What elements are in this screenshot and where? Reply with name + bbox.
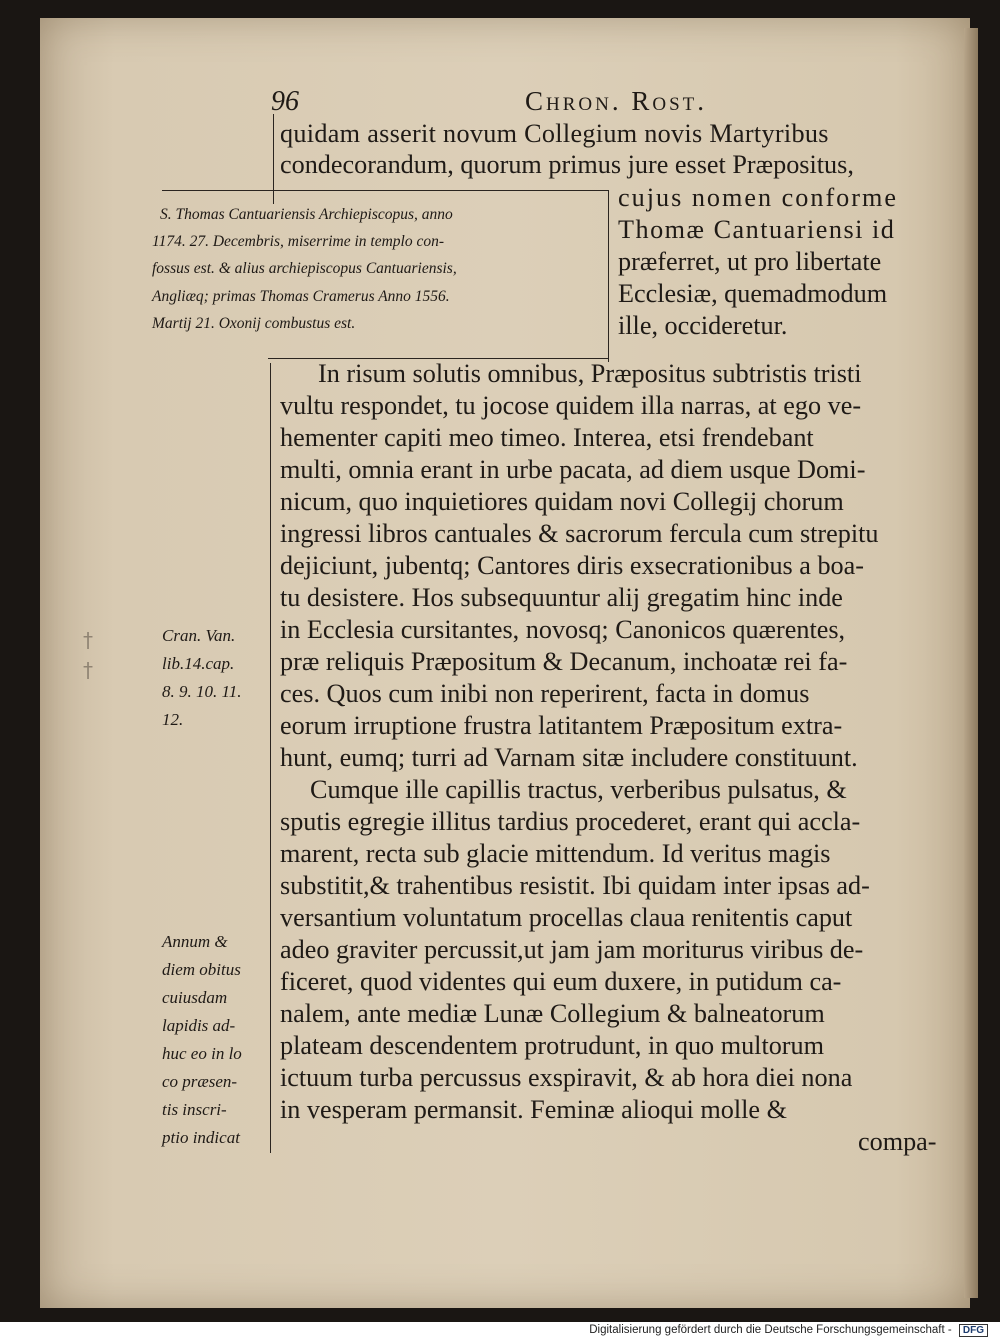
body-line: tu desistere. Hos subsequuntur alij gregatim hinc inde <box>280 583 843 612</box>
body-line: In risum solutis omnibus, Præpositus subtristis tristi <box>318 359 862 388</box>
body-line: vultu respondet, tu jocose quidem illa narras, at ego ve- <box>280 391 862 420</box>
body-line: ces. Quos cum inibi non reperirent, facta in domus <box>280 679 810 708</box>
running-title: Chron. Rost. <box>525 86 707 116</box>
book-page <box>40 18 970 1308</box>
footnote-line: S. Thomas Cantuariensis Archiepiscopus, anno <box>160 206 453 223</box>
margin-note-line: lib.14.cap. <box>162 654 235 673</box>
margin-note-line: co præsen- <box>162 1072 238 1091</box>
body-line: ingressi libros cantuales & sacrorum fercula cum strepitu <box>280 519 879 548</box>
margin-note-line: cuiusdam <box>162 988 228 1007</box>
show-through-mark: † <box>82 628 95 652</box>
body-line: præ reliquis Præpositum & Decanum, inchoatæ rei fa- <box>280 647 848 676</box>
footnote-line: 1174. 27. Decembris, miserrime in templo con- <box>152 233 445 250</box>
running-head <box>265 86 995 122</box>
body-line: præferret, ut pro libertate <box>618 247 882 276</box>
margin-note-line: Cran. Van. <box>162 626 236 645</box>
footnote-rule-right <box>608 190 609 362</box>
body-line: plateam descendentem protrudunt, in quo multorum <box>280 1031 824 1060</box>
body-line: marent, recta sub glacie mittendum. Id veritus magis <box>280 839 831 868</box>
body-line: cujus nomen conforme <box>618 183 898 212</box>
body-line: nicum, quo inquietiores quidam novi Collegij chorum <box>280 487 844 516</box>
margin-note-line: Annum & <box>162 932 228 951</box>
body-line: substitit,& trahentibus resistit. Ibi quidam inter ipsas ad- <box>280 871 870 900</box>
body-line: hementer capiti meo timeo. Interea, etsi frendebant <box>280 423 814 452</box>
body-line: quidam asserit novum Collegium novis Martyribus <box>280 119 829 148</box>
footnote-line: Angliæq; primas Thomas Cramerus Anno 1556. <box>152 288 450 305</box>
margin-note-line: 8. 9. 10. 11. <box>162 682 242 701</box>
body-line: in Ecclesia cursitantes, novosq; Canonicos quærentes, <box>280 615 846 644</box>
body-line: ficeret, quod videntes qui eum duxere, in putidum ca- <box>280 967 842 996</box>
body-line: Ecclesiæ, quemadmodum <box>618 279 888 308</box>
body-line: hunt, eumq; turri ad Varnam sitæ includere constituunt. <box>280 743 858 772</box>
body-line: Cumque ille capillis tractus, verberibus pulsatus, & <box>310 775 847 804</box>
body-line: adeo graviter percussit,ut jam jam moriturus viribus de- <box>280 935 864 964</box>
footnote-rule-top <box>162 190 608 191</box>
digitization-credit <box>589 1324 988 1337</box>
margin-note-line: ptio indicat <box>162 1128 240 1147</box>
body-line: in vesperam permansit. Feminæ alioqui molle & <box>280 1095 787 1124</box>
body-line: ille, occideretur. <box>618 311 788 340</box>
body-line: eorum irruptione frustra latitantem Præpositum extra- <box>280 711 843 740</box>
body-line: condecorandum, quorum primus jure esset Præpositus, <box>280 150 854 179</box>
margin-note-line: lapidis ad- <box>162 1016 236 1035</box>
body-line: ictuum turba percussus exspiravit, & ab hora diei nona <box>280 1063 853 1092</box>
margin-note-line: tis inscri- <box>162 1100 227 1119</box>
body-line: Thomæ Cantuariensi id <box>618 215 896 244</box>
margin-note-line: huc eo in lo <box>162 1044 242 1063</box>
show-through-mark: † <box>82 658 95 682</box>
page-number: 96 <box>271 86 299 117</box>
column-rule-main <box>270 363 271 1153</box>
footnote-line: Martij 21. Oxonij combustus est. <box>152 315 356 332</box>
body-line: dejiciunt, jubentq; Cantores diris exsecrationibus a boa- <box>280 551 864 580</box>
body-line: versantium voluntatum procellas claua renitentis caput <box>280 903 853 932</box>
body-line: nalem, ante mediæ Lunæ Collegium & balneatorum <box>280 999 825 1028</box>
body-line: sputis egregie illitus tardius procederet, erant qui accla- <box>280 807 861 836</box>
body-line: multi, omnia erant in urbe pacata, ad diem usque Domi- <box>280 455 866 484</box>
credit-text: Digitalisierung gefördert durch die Deutsche Forschungsgemeinschaft - <box>589 1324 952 1336</box>
dfg-logo: DFG <box>959 1324 988 1337</box>
margin-note-line: 12. <box>162 710 184 729</box>
page-edge <box>964 28 978 1298</box>
footnote-line: fossus est. & alius archiepiscopus Cantuariensis, <box>152 260 457 277</box>
margin-note-line: diem obitus <box>162 960 241 979</box>
catchword: compa- <box>858 1127 937 1156</box>
